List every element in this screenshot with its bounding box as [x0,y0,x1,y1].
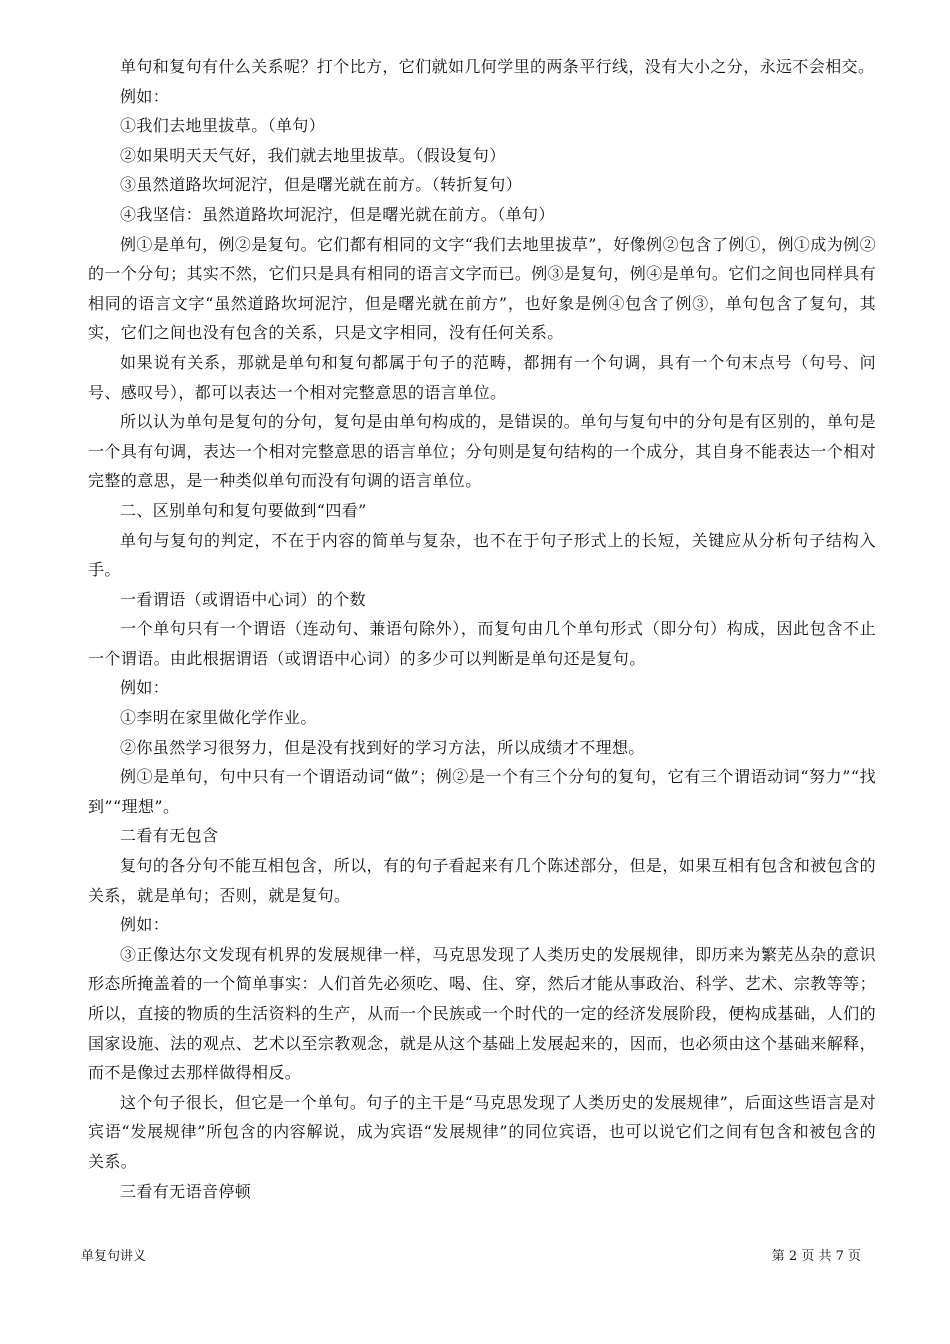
paragraph: ③虽然道路坎坷泥泞，但是曙光就在前方。（转折复句） [120,175,523,195]
paragraph: 所以认为单句是复句的分句，复句是由单句构成的，是错误的。单句与复句中的分句是有区别的，单句是一个具有句调，表达一个相对完整意思的语言单位；分句则是复句结构的一个成分，其自身不能表达一个相对完整的意思，是一种类似单句而没有句调的语言单位。 [88,412,876,491]
page-footer [81,1246,861,1268]
paragraph: 例如： [120,86,170,106]
paragraph: 例如： [120,678,170,698]
paragraph: 二、区别单句和复句要做到“四看” [120,500,367,520]
paragraph: ④我坚信：虽然道路坎坷泥泞，但是曙光就在前方。（单句） [120,204,555,224]
paragraph: 如果说有关系，那就是单句和复句都属于句子的范畴，都拥有一个句调，具有一个句末点号（句号、问号、感叹号），都可以表达一个相对完整意思的语言单位。 [88,352,876,402]
paragraph: 复句的各分句不能互相包含，所以，有的句子看起来有几个陈述部分，但是，如果互相有包含和被包含的关系，就是单句；否则，就是复句。 [88,856,876,905]
paragraph: 一看谓语（或谓语中心词）的个数 [120,589,367,609]
paragraph: ③正像达尔文发现有机界的发展规律一样，马克思发现了人类历史的发展规律，即历来为繁芜丛杂的意识形态所掩盖着的一个简单事实：人们首先必须吃、喝、住、穿，然后才能从事政治、科学、艺术、宗教等等；所以，直接的物质的生活资料的生产，从而一个民族或一个时代的一定的经济发展阶段，便构成基础，人们的国家设施、法的观点、艺术以至宗教观念，就是从这个基础上发展起来的，因而，也必须由这个基础来解释，而不是像过去那样做得相反。 [88,944,876,1083]
paragraph: 例①是单句，例②是复句。它们都有相同的文字“我们去地里拔草”，好像例②包含了例①，例①成为例②的一个分句；其实不然，它们只是具有相同的语言文字而已。例③是复句，例④是单句。它们之间也同样具有相同的语言文字“虽然道路坎坷泥泞，但是曙光就在前方”，也好象是例④包含了例③，单句包含了复句，其实，它们之间也没有包含的关系，只是文字相同，没有任何关系。 [88,234,876,343]
paragraph: 这个句子很长，但它是一个单句。句子的主干是“马克思发现了人类历史的发展规律”，后面这些语言是对宾语“发展规律”所包含的内容解说，成为宾语“发展规律”的同位宾语，也可以说它们之间有包含和被包含的关系。 [88,1092,876,1171]
paragraph: ②你虽然学习很努力，但是没有找到好的学习方法，所以成绩才不理想。 [120,737,645,757]
paragraph: 例如： [120,915,170,935]
paragraph: 一个单句只有一个谓语（连动句、兼语句除外），而复句由几个单句形式（即分句）构成，因此包含不止一个谓语。由此根据谓语（或谓语中心词）的多少可以判断是单句还是复句。 [88,619,876,668]
paragraph: ②如果明天天气好，我们就去地里拔草。（假设复句） [120,145,506,165]
paragraph: 单句和复句有什么关系呢？打个比方，它们就如几何学里的两条平行线，没有大小之分，永远不会相交。 [120,57,875,76]
paragraph: 单句与复句的判定，不在于内容的简单与复杂，也不在于句子形式上的长短，关键应从分析句子结构入手。 [88,530,876,580]
paragraph: 三看有无语音停顿 [120,1181,252,1201]
paragraph: ①李明在家里做化学作业。 [120,708,317,728]
paragraph: ①我们去地里拔草。（单句） [120,116,326,136]
paragraph: 例①是单句，句中只有一个谓语动词“做”；例②是一个有三个分句的复句，它有三个谓语动词“努力”“找到”“理想”。 [88,767,876,816]
paragraph: 二看有无包含 [120,826,219,846]
footer-doc-title: 单复句讲义 [81,1249,147,1264]
footer-page-number: 第 2 页 共 7 页 [771,1249,861,1264]
document-body [88,52,876,1206]
